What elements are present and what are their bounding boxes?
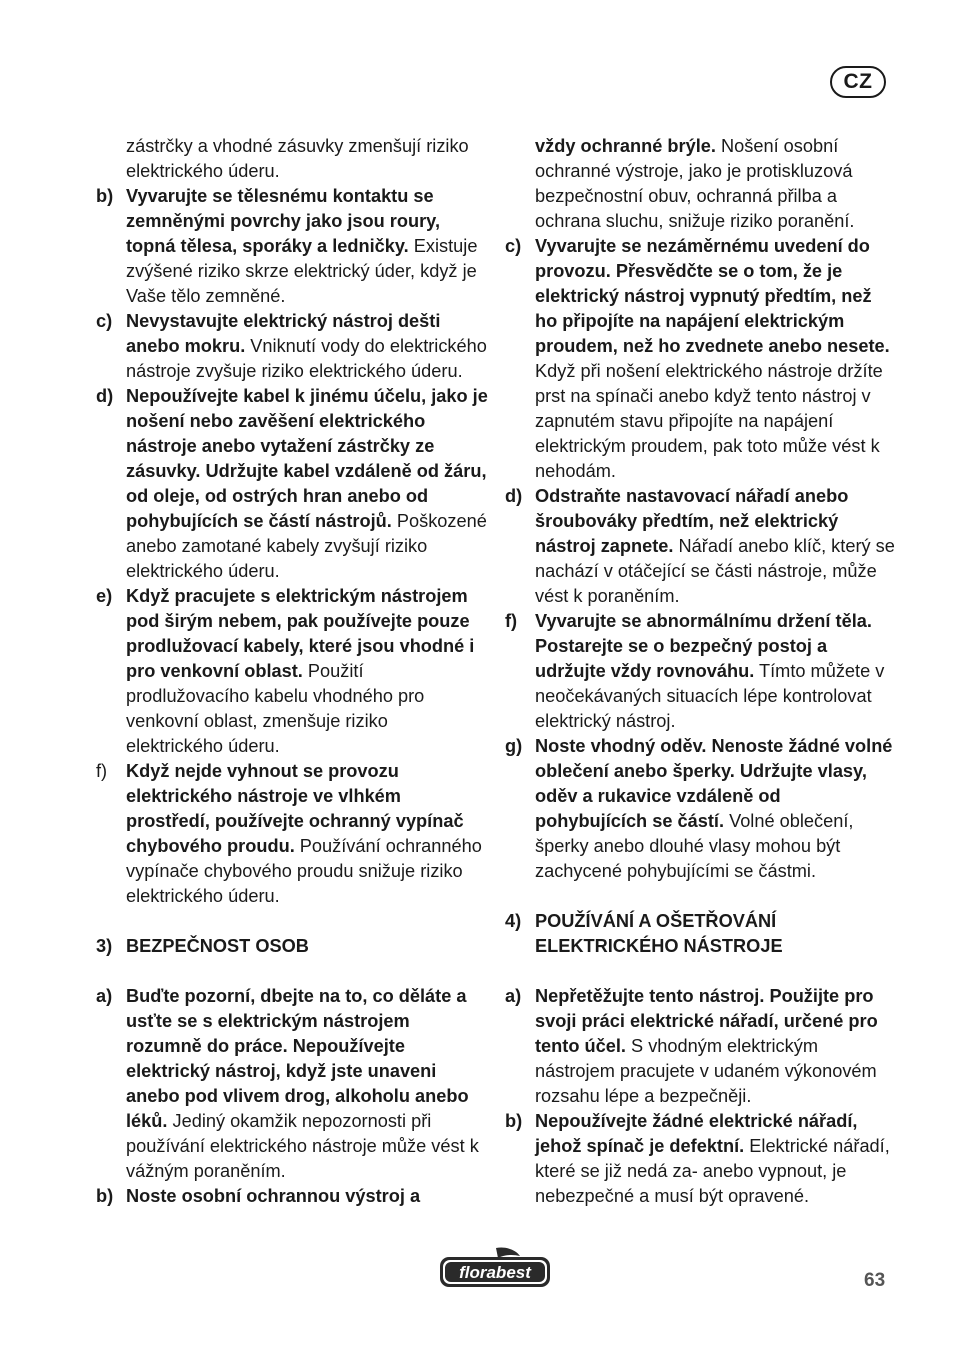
item-text: Elektrické nářadí, které se již nedá za- anebo vypnout, je nebezpečné a musí být opravené.	[535, 1136, 890, 1206]
item-text: Použití prodlužovacího kabelu vhodného pro venkovní oblast, zmenšuje riziko elektrického úderu.	[126, 661, 425, 756]
item-marker: c)	[96, 311, 113, 331]
item-text: Vniknutí vody do elektrického nástroje zvyšuje riziko elektrického úderu.	[126, 336, 487, 381]
item-bold: Noste osobní ochrannou výstroj a	[126, 1186, 421, 1206]
item-marker: a)	[96, 986, 113, 1006]
right-column	[505, 134, 895, 1209]
item-marker: f)	[96, 761, 108, 781]
item-marker: c)	[505, 236, 522, 256]
section-heading-3	[96, 934, 488, 959]
item-bold: Vyvarujte se abnormálnímu držení těla. Postarejte se o bezpečný postoj a udržujte vždy rovnováhu.	[535, 611, 872, 681]
item-bold: Nepoužívejte žádné elektrické nářadí, jehož spínač je defektní.	[535, 1111, 858, 1156]
item-bold: Když nejde vyhnout se provozu elektrického nástroje ve vlhkém prostředí, používejte ochranný vypínač chybového proudu.	[126, 761, 464, 856]
section-number: 4)	[505, 911, 522, 931]
item-bold: Nepřetěžujte tento nástroj. Použijte pro svoji práci elektrické nářadí, určené pro tento účel.	[535, 986, 878, 1056]
list-item	[96, 184, 488, 309]
item-text: Jediný okamžik nepozornosti při používání elektrického nástroje může vést k vážným poraněním.	[126, 1111, 479, 1181]
list-item	[505, 609, 895, 734]
logo-text: florabest	[459, 1263, 531, 1282]
item-marker: e)	[96, 586, 113, 606]
right-continuation	[505, 134, 895, 234]
list-item	[96, 984, 488, 1184]
item-marker: d)	[505, 486, 523, 506]
item-text: Tímto můžete v neočekávaných situacích lépe kontrolovat elektrický nástroj.	[535, 661, 885, 731]
page-number: 63	[864, 1270, 886, 1291]
item-marker: a)	[505, 986, 522, 1006]
florabest-logo	[438, 1246, 552, 1290]
item-text: Volné oblečení, šperky anebo dlouhé vlasy mohou být zachycené pohybujícími se částmi.	[535, 811, 854, 881]
left-column	[96, 134, 488, 1209]
item-text: Poškozené anebo zamotané kabely zvyšují riziko elektrického úderu.	[126, 511, 487, 581]
list-item	[505, 1109, 895, 1209]
item-marker: d)	[96, 386, 114, 406]
section-title: BEZPEČNOST OSOB	[126, 936, 309, 956]
item-bold: Nevystavujte elektrický nástroj dešti anebo mokru.	[126, 311, 441, 356]
list-item	[96, 584, 488, 759]
list-item	[505, 984, 895, 1109]
section-number: 3)	[96, 936, 113, 956]
item-bold: Nepoužívejte kabel k jinému účelu, jako je nošení nebo zavěšení elektrického nástroje anebo vytažení zástrčky ze zásuvky. Udržujte kabel vzdáleně od žáru, od oleje, od ostrých hran anebo od pohybujících se částí nástrojů.	[126, 386, 488, 531]
list-item	[96, 759, 488, 909]
list-item	[96, 384, 488, 584]
item-marker: b)	[96, 1186, 114, 1206]
item-text: Nářadí anebo klíč, který se nachází v otáčející se části nástroje, může vést k poraněním.	[535, 536, 895, 606]
item-text: S vhodným elektrickým nástrojem pracujete v udaném výkonovém rozsahu lépe a bezpečněji.	[535, 1036, 877, 1106]
list-item	[505, 234, 895, 484]
item-bold: Vyvarujte se nezáměrnému uvedení do provozu. Přesvědčte se o tom, že je elektrický nástroj vypnutý předtím, než ho připojíte na napájení elektrickým proudem, než ho zvednete anebo nesete.	[535, 236, 890, 356]
item-bold: Když pracujete s elektrickým nástrojem pod širým nebem, pak používejte pouze prodlužovací kabely, které jsou vhodné i pro venkovní oblast.	[126, 586, 475, 681]
item-bold: Buďte pozorní, dbejte na to, co děláte a usťte se s elektrickým nástrojem rozumně do práce. Nepoužívejte elektrický nástroj, když jste unaveni anebo pod vlivem drog, alkoholu anebo léků.	[126, 986, 469, 1131]
language-badge: CZ	[830, 66, 886, 98]
left-continuation: zástrčky a vhodné zásuvky zmenšují riziko elektrického úderu.	[126, 136, 469, 181]
section-heading-4	[505, 909, 895, 959]
list-item	[96, 309, 488, 384]
item-marker: g)	[505, 736, 523, 756]
continuation-bold: vždy ochranné brýle.	[535, 136, 716, 156]
item-text: Existuje zvýšené riziko skrze elektrický úder, když je Vaše tělo zemněné.	[126, 236, 478, 306]
item-text: Používání ochranného vypínače chybového proudu snižuje riziko elektrického úderu.	[126, 836, 482, 906]
item-marker: f)	[505, 611, 518, 631]
item-bold: Odstraňte nastavovací nářadí anebo šroubováky předtím, než elektrický nástroj zapnete.	[535, 486, 849, 556]
item-marker: b)	[96, 186, 114, 206]
list-item	[505, 734, 895, 884]
item-bold: Vyvarujte se tělesnému kontaktu se zemněnými povrchy jako jsou roury, topná tělesa, sporáky a ledničky.	[126, 186, 440, 256]
continuation-text: Nošení osobní ochranné výstroje, jako je protiskluzová bezpečnostní obuv, ochranná přilba a ochrana sluchu, snižuje riziko poranění.	[535, 136, 855, 231]
item-bold: Noste vhodný oděv. Nenoste žádné volné oblečení anebo šperky. Udržujte vlasy, oděv a rukavice vzdáleně od pohybujících se částí.	[535, 736, 893, 831]
section-title: POUŽÍVÁNÍ A OŠETŘOVÁNÍ ELEKTRICKÉHO NÁSTROJE	[535, 911, 783, 956]
list-item	[96, 1184, 488, 1209]
list-item	[505, 484, 895, 609]
item-text: Když při nošení elektrického nástroje držíte prst na spínači anebo když tento nástroj v zapnutém stavu připojíte na napájení elektrickým proudem, pak toto může vést k nehodám.	[535, 361, 883, 481]
item-marker: b)	[505, 1111, 523, 1131]
